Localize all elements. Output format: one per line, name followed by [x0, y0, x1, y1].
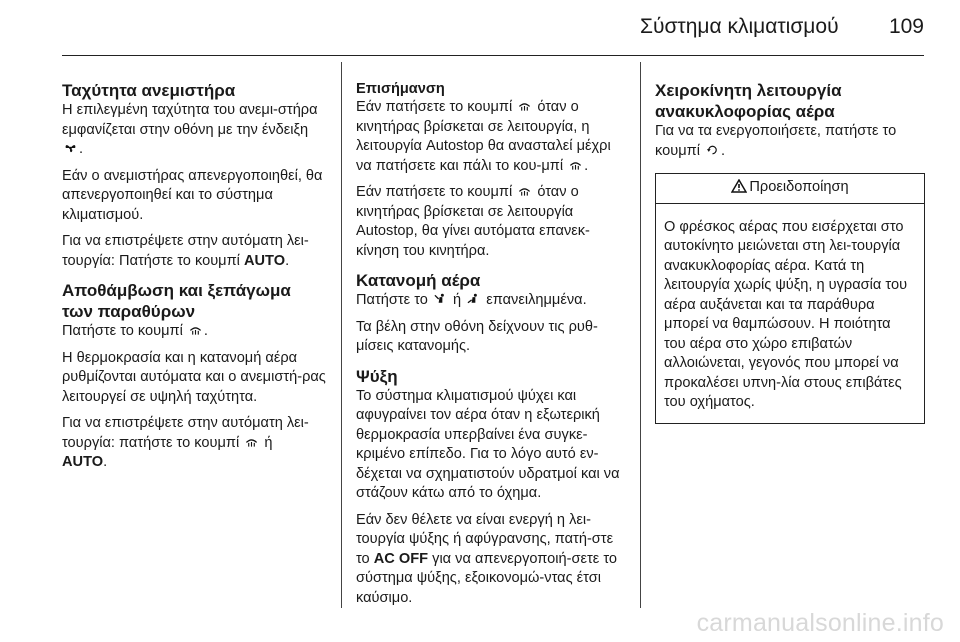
fan-speed-heading: Ταχύτητα ανεμιστήρα	[62, 81, 236, 100]
watermark: carmanualsonline.info	[696, 609, 944, 637]
recirculation-icon	[706, 144, 719, 156]
windscreen-defrost-icon	[518, 100, 531, 112]
windscreen-defrost-icon	[189, 324, 202, 336]
note-paragraph-1: Εάν πατήσετε το κουμπί όταν ο κινητήρας βρίσκεται σε λειτουργία, η λειτουργία Autostop θα ανασταλεί μέχρι να πατήσετε και πάλι το κου-μπί .	[356, 99, 611, 174]
warning-title: Προειδοποίηση	[749, 179, 849, 195]
defrost-paragraph-3: Για να επιστρέψετε στην αυτόματη λει-τουργία: πατήστε το κουμπί ή AUTO.	[62, 415, 309, 470]
ac-off-label: AC OFF	[373, 550, 429, 567]
air-distribution-down-icon	[467, 293, 480, 305]
windscreen-defrost-icon	[245, 436, 258, 448]
fan-speed-paragraph-2: Εάν ο ανεμιστήρας απενεργοποιηθεί, θα απενεργοποιηθεί και το σύστημα κλιματισμού.	[62, 167, 323, 223]
air-distribution-paragraph-1	[356, 291, 628, 311]
windscreen-defrost-icon	[518, 185, 531, 197]
note-text-2b: όταν ο κινητήρας βρίσκεται σε λειτουργία Autostop, θα γίνει αυτόματα επανεκ-κίνηση του κινητήρα.	[356, 184, 590, 259]
note-text-1b: όταν ο κινητήρας βρίσκεται σε λειτουργία, η λειτουργία Autostop θα ανασταλεί μέχρι να πατήσετε και πάλι το κου-μπί	[356, 99, 611, 174]
note-text-1a: Εάν πατήσετε το κουμπί	[356, 99, 513, 115]
air-distribution-paragraph-2: Τα βέλη στην οθόνη δείχνουν τις ρυθ-μίσεις κατανομής.	[356, 318, 598, 354]
defrost-text-3: Για να επιστρέψετε στην αυτόματη λει-τουργία: πατήστε το κουμπί	[62, 415, 309, 451]
header-divider	[62, 55, 924, 56]
defrost-heading: Αποθάμβωση και ξεπάγωμα των παραθύρων	[62, 281, 291, 321]
cooling-text-2a: Εάν δεν θέλετε να είναι ενεργή η λει-τουργία ψύξης ή αφύγρανσης, πατή-στε το	[356, 511, 614, 567]
defrost-paragraph-2: Η θερμοκρασία και η κατανομή αέρα ρυθμίζονται αυτόματα και ο ανεμιστή-ρας λειτουργεί σε υψηλή ταχύτητα.	[62, 349, 326, 405]
auto-label: AUTO	[243, 252, 286, 269]
defrost-paragraph-1: Πατήστε το κουμπί .	[62, 323, 208, 339]
warning-triangle-icon	[731, 179, 747, 193]
warning-header	[656, 174, 924, 204]
distribution-or: ή	[453, 292, 462, 308]
air-distribution-heading: Κατανομή αέρα	[356, 271, 481, 290]
note-text-2a: Εάν πατήσετε το κουμπί	[356, 184, 513, 200]
recirculation-text: Για να τα ενεργοποιήσετε, πατήστε το κουμπί	[655, 123, 897, 159]
distribution-text-1a: Πατήστε το	[356, 292, 428, 308]
column-2	[356, 80, 628, 615]
fan-speed-text-1: Η επιλεγμένη ταχύτητα του ανεμι-στήρα εμφανίζεται στην οθόνη με την ένδειξη	[62, 102, 318, 138]
defrost-text-1: Πατήστε το κουμπί	[62, 323, 183, 339]
cooling-paragraph-1: Το σύστημα κλιματισμού ψύχει και αφυγραίνει τον αέρα όταν η εξωτερική θερμοκρασία υπερβαίνει ένα συγκε-κριμένο επίπεδο. Για το λόγο αυτό εν-δέχεται να σχηματιστούν υδρατμοί και να στάζουν κάτω από το όχημα.	[356, 387, 620, 501]
fan-speed-paragraph-3: Για να επιστρέψετε στην αυτόματη λει-τουργία: Πατήστε το κουμπί AUTO.	[62, 233, 309, 269]
cooling-text-2b: για να απενεργοποιή-σετε το σύστημα ψύξης, εξοικονομώ-ντας έτσι καύσιμο.	[356, 550, 617, 606]
fan-speed-text-3: Για να επιστρέψετε στην αυτόματη λει-τουργία: Πατήστε το κουμπί	[62, 233, 309, 269]
fan-speed-paragraph-1: Η επιλεγμένη ταχύτητα του ανεμι-στήρα εμφανίζεται στην οθόνη με την ένδειξη .	[62, 102, 318, 157]
recirculation-paragraph: Για να τα ενεργοποιήσετε, πατήστε το κουμπί .	[655, 123, 897, 159]
column-divider-2	[640, 62, 641, 608]
cooling-heading: Ψύξη	[356, 366, 398, 386]
page-number: 109	[888, 15, 924, 38]
note-paragraph-2	[356, 183, 628, 261]
auto-label: AUTO	[62, 454, 104, 470]
page-header-title: Σύστημα κλιματισμού	[640, 15, 839, 38]
cooling-paragraph-2	[356, 511, 628, 609]
defrost-or: ή	[264, 434, 273, 451]
windscreen-defrost-icon	[569, 159, 582, 171]
note-heading: Επισήμανση	[356, 81, 445, 97]
recirculation-heading: Χειροκίνητη λειτουργία ανακυκλοφορίας αέρα	[655, 81, 842, 121]
column-1	[62, 80, 326, 480]
warning-text: Ο φρέσκος αέρας που εισέρχεται στο αυτοκίνητο μειώνεται στη λει-τουργία ανακυκλοφορίας αέρα. Κατά τη λειτουργία χωρίς ψύξη, η υγρασία του αέρα αυξάνεται και τα παράθυρα μπορεί να θαμπώσουν. Η ποιότητα του αέρα στο χώρο επιβατών αλλοιώνεται, γεγονός που μπορεί να προκαλέσει υπνη-λία στους επιβάτες του οχήματος.	[664, 218, 908, 410]
column-3	[655, 80, 925, 424]
fan-icon	[64, 142, 77, 154]
warning-box	[655, 173, 925, 424]
air-distribution-up-icon	[434, 293, 447, 305]
column-divider-1	[341, 62, 342, 608]
distribution-text-1b: επανειλημμένα.	[486, 292, 587, 308]
